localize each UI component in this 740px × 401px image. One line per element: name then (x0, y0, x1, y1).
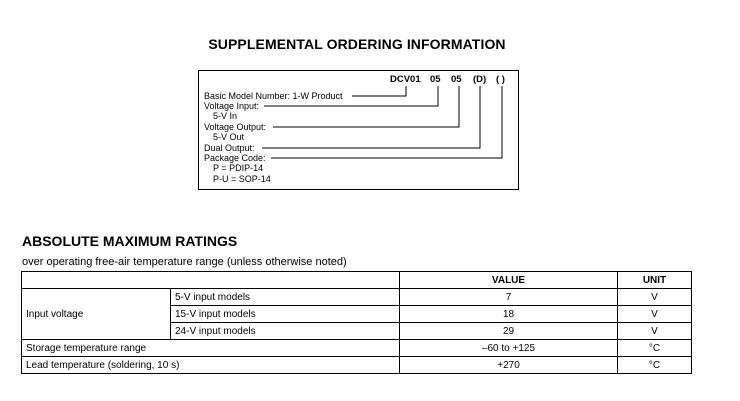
input-voltage-label: Input voltage (22, 289, 171, 340)
leader-basic-model (352, 86, 406, 96)
leader-package-code (271, 86, 502, 158)
label-dual-output: Dual Output: (204, 143, 255, 153)
condition-cell: 15-V input models (171, 306, 400, 323)
value-cell: 29 (400, 323, 618, 340)
value-cell: –60 to +125 (400, 340, 618, 357)
value-cell: 18 (400, 306, 618, 323)
leader-dual-output (262, 86, 480, 148)
parameter-cell: Storage temperature range (22, 340, 400, 357)
label-basic-model: Basic Model Number: 1-W Product (204, 91, 343, 101)
header-unit: UNIT (618, 272, 692, 289)
header-parameter (22, 272, 400, 289)
code-part-input: 05 (430, 74, 441, 85)
label-voltage-input-value: 5-V In (213, 111, 238, 121)
label-voltage-input: Voltage Input: (204, 101, 260, 111)
code-part-output: 05 (451, 74, 462, 85)
label-package-code: Package Code: (204, 153, 266, 163)
ordering-info-title: SUPPLEMENTAL ORDERING INFORMATION (208, 36, 506, 52)
label-package-pu: P-U = SOP-14 (213, 174, 271, 184)
table-row (22, 357, 692, 374)
table-row (22, 289, 692, 306)
ratings-table (21, 271, 692, 374)
unit-cell: °C (618, 357, 692, 374)
ratings-title: ABSOLUTE MAXIMUM RATINGS (22, 233, 238, 249)
label-voltage-output: Voltage Output: (204, 122, 267, 132)
value-cell: 7 (400, 289, 618, 306)
parameter-cell: Lead temperature (soldering, 10 s) (22, 357, 400, 374)
condition-cell: 5-V input models (171, 289, 400, 306)
code-part-dual: (D) (473, 74, 487, 85)
code-part-base: DCV01 (390, 74, 421, 85)
unit-cell: V (618, 323, 692, 340)
condition-cell: 24-V input models (171, 323, 400, 340)
unit-cell: V (618, 306, 692, 323)
table-row (22, 340, 692, 357)
label-voltage-output-value: 5-V Out (213, 132, 245, 142)
label-package-p: P = PDIP-14 (213, 163, 264, 173)
code-part-package: ( ) (496, 74, 505, 85)
leader-voltage-input (264, 86, 438, 106)
table-header-row (22, 272, 692, 289)
ratings-subtitle: over operating free-air temperature range (unless otherwise noted) (22, 256, 347, 268)
unit-cell: °C (618, 340, 692, 357)
header-value: VALUE (400, 272, 618, 289)
unit-cell: V (618, 289, 692, 306)
value-cell: +270 (400, 357, 618, 374)
